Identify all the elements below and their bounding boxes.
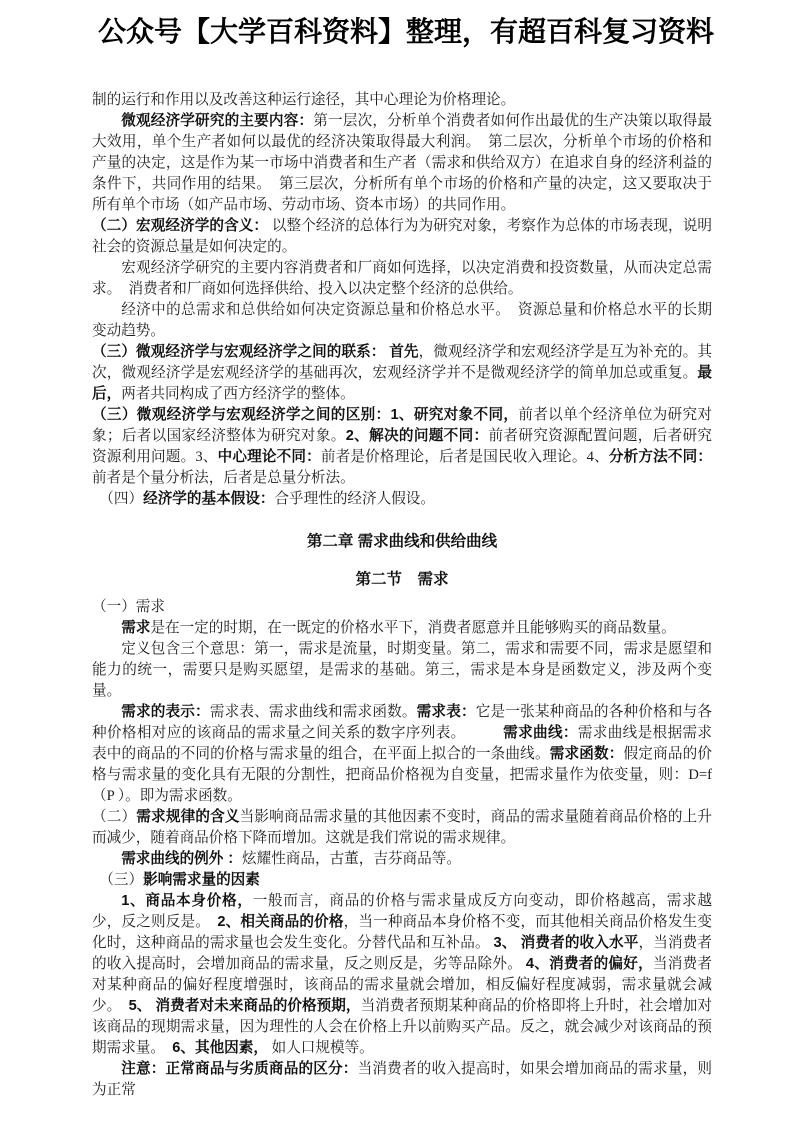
page-title: 公众号【大学百科资料】整理，有超百科复习资料 [98,17,715,48]
text-run: 前者以单个经济单位为研究对象；后者以国家经济整体为研究对象。 [92,407,712,444]
text-run: ，微观经济学和宏观经济学是互为补充的。其次，微观经济学是宏观经济学的基础再次，宏观经济学并不是微观经济学的简单加总或重复。 [92,344,712,381]
text-run: 制的运行和作用以及改善这种运行途径，其中心理论为价格理论。 [92,92,516,108]
document-body [92,90,727,1101]
text-run: 假定商品的价格与需求量的变化具有无限的分割性，把商品价格视为自变量，把需求量作为依变量，则：D=f （P ）。即为需求函数。 [92,746,727,804]
bold-text-run: 1、商品本身价格， [121,893,253,909]
paragraph [92,1059,712,1101]
paragraph [92,258,712,300]
text-run: ，当一种商品本身价格不变，而其他相关商品价格发生变化时，这种商品的需求量也会发生变化。分替代品和互补品。 [92,914,712,951]
text-run: 它是一张某种商品的各种价格和与各种价格相对应的该商品的需求量之间关系的数字序列表。 [92,704,712,741]
bold-text-run: 3、 消费者的收入水平 [493,935,639,951]
bold-text-run: 需求表： [416,704,476,720]
paragraph [92,618,712,639]
text-run: 当消费者的收入提高时，如果会增加商品的需求量，则为正常 [92,1061,712,1098]
text-run: 前者研究资源配置问题，后者研究资源利用问题。3、 [92,428,712,465]
bold-text-run: 2、相关商品的价格 [217,914,344,930]
text-run: 炫耀性商品，古董，吉芬商品等。 [242,851,461,867]
text-run: 当消费者对某种商品的偏好程度增强时，该商品的需求量就会增加，相反偏好程度减弱，需求量就会减少。 [92,956,712,1014]
text-run: 当影响商品需求量的其他因素不变时，商品的需求量随着商品价格的上升而减少，随着商品价格下降而增加。这就是我们常说的需求规律。 [92,809,712,846]
bold-text-run: 4、消费者的偏好， [525,956,653,972]
bold-text-run: 第二节 需求 [355,571,449,588]
paragraph [92,597,712,618]
paragraph [92,342,712,405]
text-run: 是在一定的时期，在一既定的价格水平下，消费者愿意并且能够购买的商品数量。 [150,620,676,636]
text-run: ，当消费者的收入提高时，会增加商品的需求量，反之则反是，劣等品除外。 [92,935,712,972]
text-run: 经济中的总需求和总供给如何决定资源总量和价格总水平。 资源总量和价格总水平的长期变动趋势。 [92,302,712,339]
text-run: 前者是个量分析法，后者是总量分析法。 [92,470,355,486]
section-heading [92,569,712,590]
bold-text-run: 6、其他因素， [172,1040,268,1056]
document-content [92,16,727,1101]
bold-text-run: 2、解决的问题不同： [345,428,489,444]
paragraph [92,111,712,216]
text-run: 定义包含三个意思：第一，需求是流量，时期变量。第二，需求和需要不同，需求是愿望和能力的统一，需要只是购买愿望，是需求的基础。第三，需求是本身是函数定义，涉及两个变量。 [92,641,712,699]
bold-text-run: 经济学的基本假设： [143,491,275,507]
paragraph [92,300,712,342]
paragraph [92,891,712,1059]
paragraph [92,405,712,489]
text-run: 需求表、需求曲线和需求函数。 [209,704,417,720]
bold-text-run: 首先 [389,344,419,360]
bold-text-run: （三）微观经济学与宏观经济学之间的区别：1、研究对象不同， [92,407,519,423]
text-run: 合乎理性的经济人假设。 [274,491,435,507]
bold-text-run: 需求函数： [549,746,624,762]
paragraph [92,870,712,891]
paragraph [92,702,727,807]
bold-text-run: 需求的表示： [121,704,210,720]
text-run: （一）需求 [92,599,165,615]
bold-text-run: 需求曲线： [503,725,578,741]
text-run: 当消费者预期某种商品的价格即将上升时，社会增加对该商品的现期需求量，因为理性的人会在价格上升以前购买产品。反之，就会减少对该商品的预期需求量。 [92,998,712,1056]
text-run: 需求曲线是根据需求表中的商品的不同的价格与需求量的组合，在平面上拟合的一条曲线。 [92,725,712,762]
bold-text-run: 微观经济学研究的主要内容： [121,113,314,129]
chapter-heading [92,531,712,552]
paragraph [92,639,712,702]
bold-text-run: 需求曲线的例外 ： [121,851,242,867]
bold-text-run: 需求规律的含义 [136,809,240,825]
text-run: 第一层次，分析单个消费者如何作出最优的生产决策以取得最大效用，单个生产者如何以最优的经济决策取得最大利润。 第二层次，分析单个市场的价格和产量的决定，这是作为某一市场中消费者和生产者（需求和供给双方）在追求自身的经济利益的条件下，共同作用的结果。 第三层次，分析所有单个市场的价格和产量的决定，这又要取决于所有单个市场（如产品市场、劳动市场、资本市场）的共同作用。 [92,113,712,213]
bold-text-run: （二）宏观经济学的含义： [92,218,269,234]
paragraph [92,489,712,510]
paragraph [92,90,712,111]
text-run: 一般而言，商品的价格与需求量成反方向变动，即价格越高，需求越少，反之则反是。 [92,893,712,930]
text-run: （二） [92,809,137,825]
text-run: 前者是价格理论，后者是国民收入理论。4、 [320,449,609,465]
bold-text-run: 影响需求量的因素 [143,872,260,888]
paragraph [92,807,712,849]
bold-text-run: 最后， [92,365,712,402]
text-run: 宏观经济学研究的主要内容消费者和厂商如何选择，以决定消费和投资数量，从而决定总需求。 消费者和厂商如何选择供给、投入以决定整个经济的总供给。 [92,260,712,297]
paragraph [92,849,712,870]
text-run: 两者共同构成了西方经济学的整体。 [121,386,355,402]
bold-text-run: 中心理论不同： [217,449,321,465]
bold-text-run: 5、 消费者对未来商品的价格预期， [128,998,361,1014]
bold-text-run: （三）微观经济学与宏观经济学之间的联系： [92,344,386,360]
text-run: （四） [99,491,144,507]
bold-text-run: 注意：正常商品与劣质商品的区分： [121,1061,358,1077]
text-run: 如人口规模等。 [267,1040,374,1056]
bold-text-run: 需求 [121,620,151,636]
text-run: （三） [99,872,144,888]
text-run: 以整个经济的总体行为为研究对象，考察作为总体的市场表现，说明社会的资源总量是如何决定的。 [92,218,712,255]
bold-text-run: 分析方法不同： [608,449,712,465]
paragraph [92,216,712,258]
bold-text-run: 第二章 需求曲线和供给曲线 [306,533,498,550]
